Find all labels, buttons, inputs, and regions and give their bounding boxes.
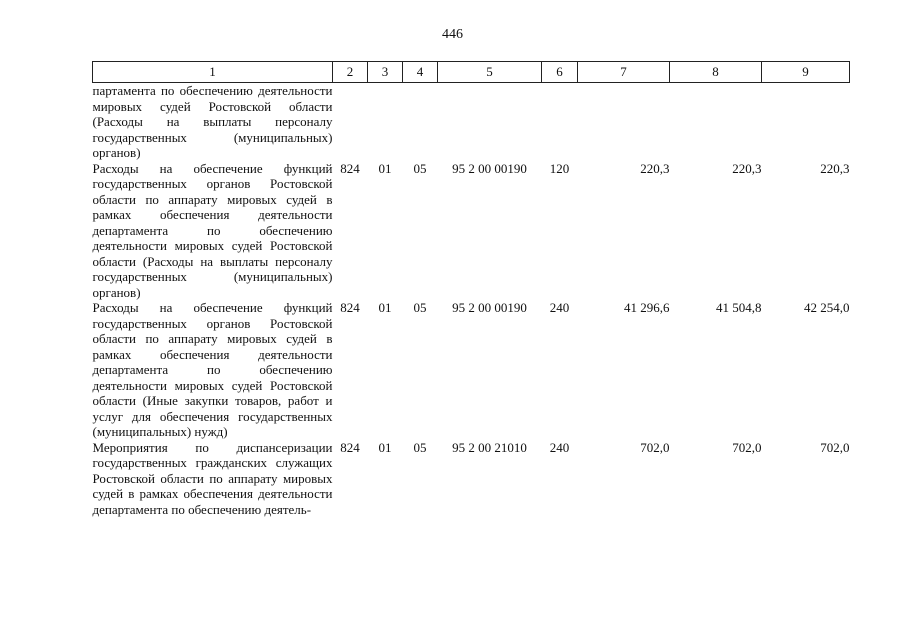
column-header: 7 xyxy=(578,62,670,83)
row-description: Мероприятия по диспансеризации государственных гражданских служащих Ростовской области по аппарату мировых судей в рамках обеспечения деятельности департамента по обеспечению деятель- xyxy=(92,439,333,517)
cell-amount-year3: 220,3 xyxy=(820,160,850,176)
cell-target-article: 95 2 00 21010 xyxy=(452,439,527,455)
column-header: 3 xyxy=(368,62,403,83)
cell-section: 01 xyxy=(378,439,392,455)
cell-ministry: 824 xyxy=(340,300,360,315)
cell-amount-year2: 702,0 xyxy=(732,439,762,455)
column-header: 2 xyxy=(333,62,368,83)
page-number: 446 xyxy=(442,27,463,42)
budget-table xyxy=(92,61,850,517)
cell-ministry: 824 xyxy=(340,439,360,455)
cell-ministry xyxy=(333,83,368,161)
cell-amount-year3: 42 254,0 xyxy=(804,300,850,315)
cell-amount-year1: 41 296,6 xyxy=(624,300,670,315)
column-header: 4 xyxy=(403,62,438,83)
cell-subsection: 05 xyxy=(413,439,427,455)
column-header: 8 xyxy=(670,62,762,83)
column-header: 6 xyxy=(542,62,578,83)
table-header-row xyxy=(93,62,850,83)
table-row xyxy=(93,161,850,301)
cell-amount-year2: 220,3 xyxy=(732,160,762,176)
cell-expense-type: 240 xyxy=(549,300,570,315)
cell-target-article: 95 2 00 00190 xyxy=(452,160,527,176)
table-row xyxy=(93,83,850,161)
cell-subsection: 05 xyxy=(413,300,427,315)
cell-expense-type: 120 xyxy=(549,160,570,176)
row-description: Расходы на обеспечение функций государственных органов Ростовской области по аппарату мировых судей в рамках обеспечения деятельности департамента по обеспечению деятельности мировых судей Ростовской области (Иные закупки товаров, работ и услуг для обеспечения государственных (муниципальных) нужд) xyxy=(92,300,333,439)
column-header: 5 xyxy=(438,62,542,83)
cell-amount-year1 xyxy=(578,83,670,161)
cell-target-article: 95 2 00 00190 xyxy=(452,300,527,315)
cell-amount-year3: 702,0 xyxy=(820,439,850,455)
cell-target-article xyxy=(438,83,542,161)
table-row xyxy=(93,440,850,518)
row-description: Расходы на обеспечение функций государственных органов Ростовской области по аппарату мировых судей в рамках обеспечения деятельности департамента по обеспечению деятельности мировых судей Ростовской области (Расходы на выплаты персоналу государственных (муниципальных) органов) xyxy=(92,160,333,300)
cell-expense-type: 240 xyxy=(549,439,570,455)
cell-amount-year3 xyxy=(762,83,850,161)
row-description: партамента по обеспечению деятельности мировых судей Ростовской области (Расходы на выплаты персоналу государственных (муниципальных) органов) xyxy=(92,83,333,160)
cell-section: 01 xyxy=(378,300,392,315)
cell-section xyxy=(368,83,403,161)
cell-amount-year2: 41 504,8 xyxy=(716,300,762,315)
cell-amount-year1: 220,3 xyxy=(640,160,670,176)
cell-expense-type xyxy=(542,83,578,161)
cell-amount-year1: 702,0 xyxy=(640,439,670,455)
cell-section: 01 xyxy=(378,160,392,176)
table-row xyxy=(93,300,850,440)
cell-amount-year2 xyxy=(670,83,762,161)
column-header: 9 xyxy=(762,62,850,83)
cell-subsection: 05 xyxy=(413,160,427,176)
column-header: 1 xyxy=(93,62,333,83)
cell-subsection xyxy=(403,83,438,161)
cell-ministry: 824 xyxy=(340,160,360,176)
